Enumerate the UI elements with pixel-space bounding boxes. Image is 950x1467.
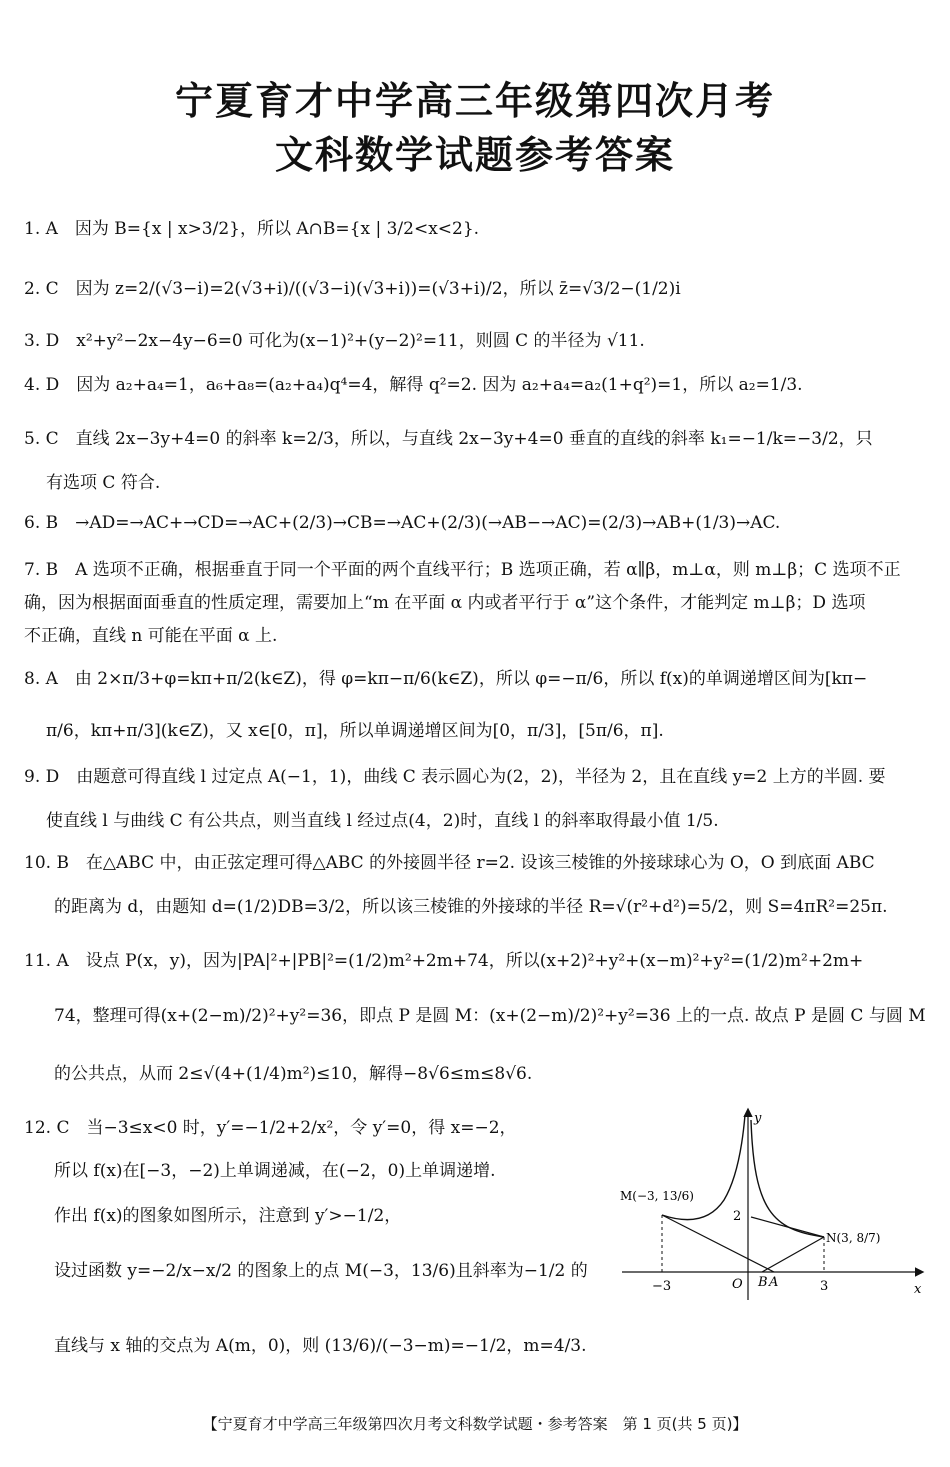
answer-8-line1: 8. A 由 2×π/3+φ=kπ+π/2(k∈Z)，得 φ=kπ−π/6(k∈Z)，所以 φ=−π/6，所以 f(x)的单调递增区间为[kπ− <box>24 669 868 689</box>
answer-9-line2: 使直线 l 与曲线 C 有公共点，则当直线 l 经过点(4，2)时，直线 l 的斜率取得最小值 1/5. <box>46 811 719 831</box>
answer-10-line2: 的距离为 d，由题知 d=(1/2)DB=3/2，所以该三棱锥的外接球的半径 R=√(r²+d²)=5/2，则 S=4πR²=25π. <box>54 897 888 917</box>
line-M-to-A <box>662 1215 774 1272</box>
point-M-label: M(−3, 13/6) <box>620 1189 694 1203</box>
page-footer: 【宁夏育才中学高三年级第四次月考文科数学试题・参考答案 第 1 页(共 5 页)】 <box>202 1415 748 1433</box>
answer-12-line1: 12. C 当−3≤x<0 时，y′=−1/2+2/x²，令 y′=0，得 x=−2， <box>24 1118 517 1138</box>
curve-left-branch <box>662 1115 745 1220</box>
answer-1-line1: 1. A 因为 B={x | x>3/2}，所以 A∩B={x | 3/2<x<2}. <box>24 219 480 239</box>
answer-12-line2: 所以 f(x)在[−3，−2)上单调递减，在(−2，0)上单调递增. <box>54 1161 496 1181</box>
line-M-to-N <box>751 1217 824 1237</box>
answer-11-line2: 74，整理可得(x+(2−m)/2)²+y²=36，即点 P 是圆 M：(x+(2−m)/2)²+y²=36 上的一点. 故点 P 是圆 C 与圆 M <box>54 1006 926 1026</box>
page-title-line1: 宁夏育才中学高三年级第四次月考 <box>174 79 775 123</box>
answer-3-line1: 3. D x²+y²−2x−4y−6=0 可化为(x−1)²+(y−2)²=11，则圆 C 的半径为 √11. <box>24 331 645 351</box>
answer-9-line1: 9. D 由题意可得直线 l 过定点 A(−1，1)，曲线 C 表示圆心为(2，2)，半径为 2，且在直线 y=2 上方的半圆. 要 <box>24 767 886 787</box>
answer-7-line3: 不正确，直线 n 可能在平面 α 上. <box>24 626 278 646</box>
answer-12-line4: 设过函数 y=−2/x−x/2 的图象上的点 M(−3，13/6)且斜率为−1/2 的 <box>54 1261 588 1281</box>
x-tick-3: 3 <box>820 1279 829 1294</box>
x-axis-label: x <box>914 1282 922 1297</box>
answer-2-line1: 2. C 因为 z=2/(√3−i)=2(√3+i)/((√3−i)(√3+i))=(√3+i)/2，所以 z̄=√3/2−(1/2)i <box>24 279 681 299</box>
point-B-label: B <box>758 1275 768 1290</box>
page-title-line2: 文科数学试题参考答案 <box>274 133 675 177</box>
point-A-label: A <box>769 1275 779 1290</box>
x-tick-neg3: −3 <box>652 1279 672 1294</box>
answer-11-line3: 的公共点，从而 2≤√(4+(1/4)m²)≤10，解得−8√6≤m≤8√6. <box>54 1064 533 1084</box>
y-tick-2: 2 <box>733 1209 742 1224</box>
answer-6-line1: 6. B →AD=→AC+→CD=→AC+(2/3)→CB=→AC+(2/3)(→AB−→AC)=(2/3)→AB+(1/3)→AC. <box>24 513 781 533</box>
y-axis-label: y <box>754 1111 762 1126</box>
answer-5-line2: 有选项 C 符合. <box>46 473 161 493</box>
answer-7-line1: 7. B A 选项不正确，根据垂直于同一个平面的两个直线平行；B 选项正确，若 α∥β，m⊥α，则 m⊥β；C 选项不正 <box>24 560 901 580</box>
origin-label: O <box>732 1277 743 1292</box>
answer-5-line1: 5. C 直线 2x−3y+4=0 的斜率 k=2/3，所以，与直线 2x−3y+4=0 垂直的直线的斜率 k₁=−1/k=−3/2，只 <box>24 429 873 449</box>
answer-11-line1: 11. A 设点 P(x，y)，因为|PA|²+|PB|²=(1/2)m²+2m+74，所以(x+2)²+y²+(x−m)²+y²=(1/2)m²+2m+ <box>24 951 864 971</box>
function-graph-figure <box>612 1100 932 1310</box>
answer-12-line3: 作出 f(x)的图象如图所示，注意到 y′>−1/2， <box>54 1206 402 1226</box>
answer-12-line5: 直线与 x 轴的交点为 A(m，0)，则 (13/6)/(−3−m)=−1/2，m=4/3. <box>54 1336 587 1356</box>
answer-4-line1: 4. D 因为 a₂+a₄=1，a₆+a₈=(a₂+a₄)q⁴=4，解得 q²=2. 因为 a₂+a₄=a₂(1+q²)=1，所以 a₂=1/3. <box>24 375 803 395</box>
answer-7-line2: 确，因为根据面面垂直的性质定理，需要加上“m 在平面 α 内或者平行于 α”这个条件，才能判定 m⊥β；D 选项 <box>24 593 866 613</box>
answer-10-line1: 10. B 在△ABC 中，由正弦定理可得△ABC 的外接圆半径 r=2. 设该三棱锥的外接球球心为 O，O 到底面 ABC <box>24 853 875 873</box>
answer-8-line2: π/6，kπ+π/3](k∈Z)，又 x∈[0，π]，所以单调递增区间为[0，π/3]，[5π/6，π]. <box>46 721 664 741</box>
line-N-to-B <box>762 1237 824 1272</box>
point-N-label: N(3, 8/7) <box>826 1231 881 1245</box>
